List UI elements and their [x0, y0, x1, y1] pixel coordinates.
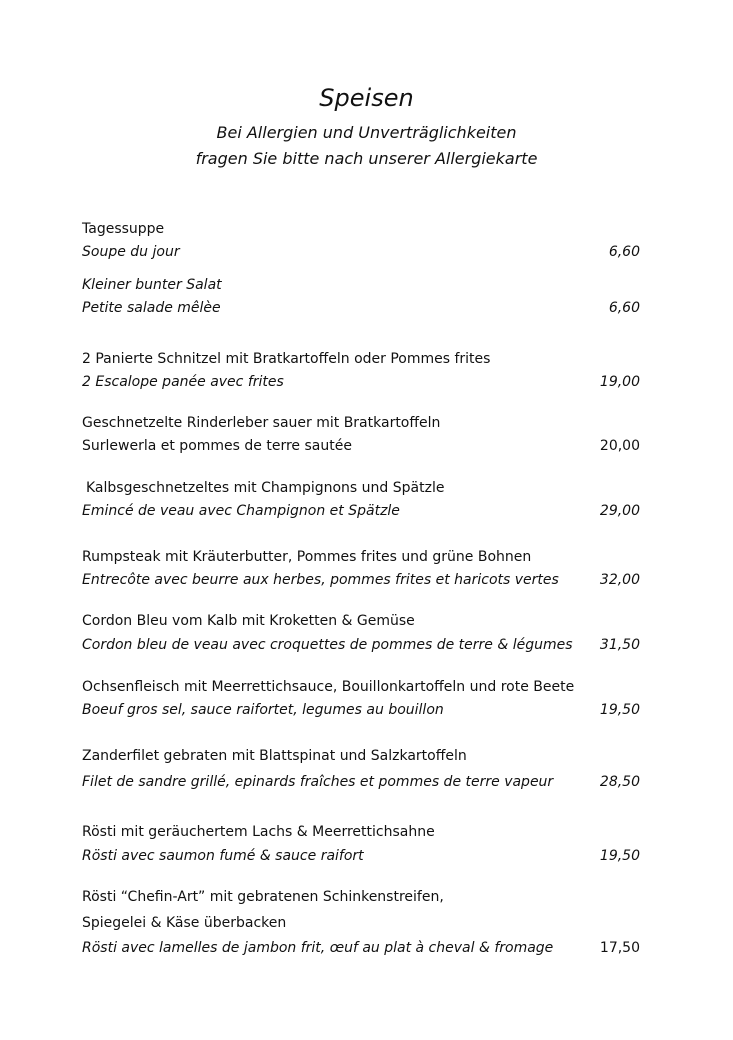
- dish-price: 6,60: [608, 300, 640, 316]
- dish-name-fr: Boeuf gros sel, sauce raifortet, legumes au bouillon: [82, 702, 444, 718]
- dish-name-fr: 2 Escalope panée avec frites: [82, 374, 284, 390]
- dish-price: 6,60: [608, 244, 640, 260]
- dish-price: 19,00: [599, 374, 640, 390]
- dish-name-fr: Filet de sandre grillé, epinards fraîches et pommes de terre vapeur: [82, 774, 554, 790]
- dish-price: 20,00: [599, 438, 640, 454]
- dish-name-de: Cordon Bleu vom Kalb mit Kroketten & Gemüse: [82, 613, 415, 629]
- dish-price: 19,50: [599, 702, 640, 718]
- dish-price: 31,50: [599, 637, 640, 653]
- dish-name-fr: Emincé de veau avec Champignon et Spätzle: [82, 503, 400, 519]
- dish-name-de: Kleiner bunter Salat: [82, 277, 222, 293]
- dish-name-de: Zanderfilet gebraten mit Blattspinat und Salzkartoffeln: [82, 748, 467, 764]
- page-title: Speisen: [319, 84, 414, 112]
- dish-price: 32,00: [599, 572, 640, 588]
- dish-name-de: Rösti “Chefin-Art” mit gebratenen Schinkenstreifen,: [82, 889, 444, 905]
- dish-name-de: 2 Panierte Schnitzel mit Bratkartoffeln oder Pommes frites: [82, 351, 491, 367]
- dish-price: 17,50: [599, 940, 640, 956]
- dish-price: 28,50: [599, 774, 640, 790]
- dish-name-de: Geschnetzelte Rinderleber sauer mit Bratkartoffeln: [82, 415, 441, 431]
- allergy-note-line-1: Bei Allergien und Unverträglichkeiten: [216, 123, 517, 142]
- dish-name-fr: Rösti avec saumon fumé & sauce raifort: [82, 848, 364, 864]
- dish-name-fr: Entrecôte avec beurre aux herbes, pommes frites et haricots vertes: [82, 572, 559, 588]
- dish-name-fr: Cordon bleu de veau avec croquettes de pommes de terre & légumes: [82, 637, 573, 653]
- dish-name-de: Ochsenfleisch mit Meerrettichsauce, Bouillonkartoffeln und rote Beete: [82, 679, 575, 695]
- dish-name-fr: Surlewerla et pommes de terre sautée: [82, 438, 352, 454]
- allergy-note-line-2: fragen Sie bitte nach unserer Allergiekarte: [195, 149, 538, 168]
- dish-name-fr: Petite salade mêlèe: [82, 300, 221, 316]
- dish-name-fr: Rösti avec lamelles de jambon frit, œuf au plat à cheval & fromage: [82, 940, 554, 956]
- dish-name-de: Tagessuppe: [82, 221, 165, 237]
- dish-price: 19,50: [599, 848, 640, 864]
- dish-price: 29,00: [599, 503, 640, 519]
- dish-name-fr: Soupe du jour: [82, 244, 180, 260]
- dish-name-de-continued: Spiegelei & Käse überbacken: [82, 915, 287, 931]
- dish-name-de: Kalbsgeschnetzeltes mit Champignons und Spätzle: [86, 480, 445, 496]
- dish-name-de: Rumpsteak mit Kräuterbutter, Pommes frites und grüne Bohnen: [82, 549, 532, 565]
- dish-name-de: Rösti mit geräuchertem Lachs & Meerrettichsahne: [82, 824, 435, 840]
